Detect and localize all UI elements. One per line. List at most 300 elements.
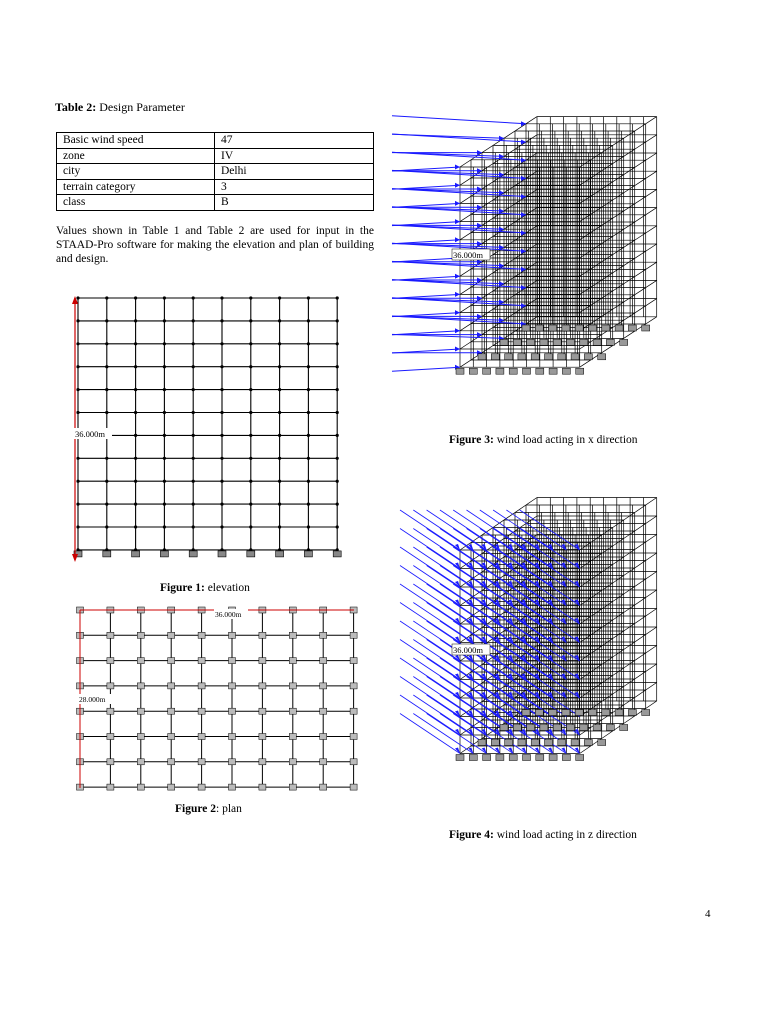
support-icon (522, 325, 530, 331)
elevation-node (278, 342, 281, 345)
plan-column-icon (259, 734, 266, 740)
support-icon (496, 755, 504, 761)
support-icon (562, 325, 570, 331)
wind-load-arrow (427, 566, 487, 606)
elevation-node (278, 525, 281, 528)
elevation-node (76, 296, 79, 299)
wind-load-arrow (427, 547, 487, 587)
support-icon (575, 710, 583, 716)
support-icon (545, 354, 553, 360)
support-icon (549, 368, 557, 374)
wind-load-arrow (400, 566, 460, 606)
elevation-node (278, 457, 281, 460)
support-icon (469, 368, 477, 374)
elevation-node (278, 434, 281, 437)
elevation-node (220, 503, 223, 506)
plan-column-icon (289, 734, 296, 740)
wind-load-arrow (413, 658, 473, 698)
elevation-node (249, 457, 252, 460)
wind-load-arrow (400, 677, 460, 717)
support-icon (535, 325, 543, 331)
support-icon (505, 740, 513, 746)
plan-column-icon (259, 658, 266, 664)
wind-load-arrow (392, 367, 460, 371)
elevation-node (278, 411, 281, 414)
wind-load-arrow (427, 584, 487, 624)
table-cell-value: B (215, 195, 374, 211)
elevation-figure (60, 290, 350, 572)
support-icon (575, 325, 583, 331)
plan-column-icon (350, 708, 357, 714)
figure-3-caption (449, 434, 638, 446)
wind-load-arrow (400, 510, 460, 550)
support-icon (571, 740, 579, 746)
table-cell-key: terrain category (57, 179, 215, 195)
support-icon (620, 725, 628, 731)
support-icon (513, 725, 521, 731)
plan-column-icon (198, 683, 205, 689)
elevation-node (134, 480, 137, 483)
plan-column-icon (289, 708, 296, 714)
plan-column-icon (229, 759, 236, 765)
support-icon (527, 725, 535, 731)
plan-column-icon (229, 734, 236, 740)
support-icon (518, 354, 526, 360)
wind-load-arrow (427, 510, 487, 550)
elevation-node (336, 342, 339, 345)
table-row (57, 133, 374, 149)
elevation-node (336, 503, 339, 506)
plan-column-icon (320, 658, 327, 664)
plan-column-icon (137, 734, 144, 740)
wind-load-arrow (400, 603, 460, 643)
plan-column-icon (107, 759, 114, 765)
elevation-node (76, 388, 79, 391)
dimension-label-width: 36.000m (215, 610, 242, 619)
support-icon (545, 740, 553, 746)
plan-column-icon (198, 708, 205, 714)
elevation-node (220, 365, 223, 368)
elevation-node (192, 525, 195, 528)
elevation-node (105, 503, 108, 506)
design-parameter-table (56, 132, 374, 211)
wind-load-arrowhead (455, 165, 460, 170)
figure-caption-text: wind load acting in z direction (496, 829, 637, 841)
plan-column-icon (320, 708, 327, 714)
elevation-node (192, 411, 195, 414)
elevation-node (336, 365, 339, 368)
support-icon (602, 710, 610, 716)
wind-load-arrow (440, 677, 500, 717)
elevation-node (163, 388, 166, 391)
elevation-node (105, 525, 108, 528)
support-icon (562, 710, 570, 716)
figure-caption-text: elevation (207, 582, 250, 594)
elevation-node (134, 525, 137, 528)
table-cell-key: zone (57, 148, 215, 164)
elevation-node (336, 319, 339, 322)
table-cell-key: city (57, 164, 215, 180)
elevation-node (105, 296, 108, 299)
support-icon (576, 368, 584, 374)
plan-column-icon (350, 683, 357, 689)
wind-load-arrow (427, 529, 487, 569)
support-icon (562, 755, 570, 761)
elevation-node (249, 365, 252, 368)
elevation-node (163, 434, 166, 437)
plan-column-icon (259, 632, 266, 638)
plan-column-icon (107, 708, 114, 714)
wind-load-arrow (440, 510, 500, 550)
elevation-node (134, 296, 137, 299)
elevation-node (336, 480, 339, 483)
wind-load-arrow (427, 714, 487, 754)
wind-load-arrow (413, 695, 473, 735)
elevation-node (163, 457, 166, 460)
plan-column-icon (289, 632, 296, 638)
plan-column-icon (229, 708, 236, 714)
support-icon (523, 368, 531, 374)
elevation-node (307, 388, 310, 391)
plan-column-icon (168, 658, 175, 664)
table-cell-value: Delhi (215, 164, 374, 180)
figure-label: Figure 2 (175, 803, 216, 815)
plan-column-icon (137, 658, 144, 664)
wind-load-arrow (440, 658, 500, 698)
elevation-node (76, 503, 79, 506)
elevation-node (220, 457, 223, 460)
plan-column-icon (198, 632, 205, 638)
support-icon (553, 339, 561, 345)
support-icon (456, 755, 464, 761)
table-row (57, 164, 374, 180)
elevation-node (249, 525, 252, 528)
table-caption (55, 100, 185, 115)
support-icon (553, 725, 561, 731)
plan-column-icon (107, 784, 114, 790)
elevation-node (307, 434, 310, 437)
elevation-node (278, 480, 281, 483)
wind-load-arrow (400, 621, 460, 661)
dimension-arrow-bottom (72, 554, 78, 562)
elevation-node (163, 503, 166, 506)
wind-load-arrow (413, 714, 473, 754)
support-icon (628, 710, 636, 716)
support-icon (478, 354, 486, 360)
elevation-node (134, 434, 137, 437)
table-row (57, 179, 374, 195)
support-icon (160, 551, 168, 557)
wind-load-arrow (400, 658, 460, 698)
plan-column-icon (289, 683, 296, 689)
wind-load-arrowhead (455, 237, 460, 242)
support-icon (540, 339, 548, 345)
table-cell-key: Basic wind speed (57, 133, 215, 149)
plan-column-icon (168, 734, 175, 740)
elevation-node (249, 411, 252, 414)
support-icon (606, 725, 614, 731)
plan-column-icon (107, 658, 114, 664)
elevation-node (249, 503, 252, 506)
support-icon (598, 740, 606, 746)
elevation-node (105, 388, 108, 391)
plan-column-icon (320, 759, 327, 765)
wind-load-arrowhead (455, 183, 460, 188)
wind-load-arrow (413, 510, 473, 550)
elevation-node (192, 457, 195, 460)
support-icon (189, 551, 197, 557)
support-icon (478, 740, 486, 746)
wind-load-arrow (440, 714, 500, 754)
wind-load-arrowhead (455, 274, 460, 279)
support-icon (132, 551, 140, 557)
support-icon (536, 755, 544, 761)
plan-column-icon (137, 632, 144, 638)
figure-caption-text: wind load acting in x direction (496, 434, 638, 446)
elevation-node (134, 319, 137, 322)
elevation-node (163, 411, 166, 414)
support-icon (522, 710, 530, 716)
support-icon (567, 339, 575, 345)
plan-column-icon (350, 632, 357, 638)
elevation-node (220, 411, 223, 414)
wind-load-x-figure (390, 112, 670, 412)
table-title: Design Parameter (99, 100, 185, 114)
dimension-label: 36.000m (453, 645, 483, 655)
support-icon (558, 354, 566, 360)
elevation-node (192, 319, 195, 322)
support-icon (218, 551, 226, 557)
support-icon (606, 339, 614, 345)
support-icon (509, 755, 517, 761)
elevation-node (134, 365, 137, 368)
elevation-node (336, 457, 339, 460)
elevation-node (76, 319, 79, 322)
elevation-node (336, 434, 339, 437)
elevation-node (249, 296, 252, 299)
figure-2-caption (175, 803, 242, 815)
body-paragraph: Values shown in Table 1 and Table 2 are used for input in the STAAD-Pro software for making the elevation and plan of building and design. (56, 225, 374, 265)
wind-load-arrow (440, 584, 500, 624)
wind-load-arrowhead (455, 292, 460, 297)
plan-column-icon (350, 734, 357, 740)
wind-load-arrowhead (455, 347, 460, 352)
plan-column-icon (259, 683, 266, 689)
elevation-node (278, 319, 281, 322)
elevation-node (307, 365, 310, 368)
dimension-label: 36.000m (75, 429, 105, 439)
support-icon (571, 354, 579, 360)
wind-load-arrow (400, 547, 460, 587)
elevation-node (307, 480, 310, 483)
plan-column-icon (198, 784, 205, 790)
elevation-node (220, 525, 223, 528)
support-icon (247, 551, 255, 557)
figure-label: Figure 1: (160, 582, 205, 594)
plan-column-icon (320, 784, 327, 790)
elevation-node (220, 342, 223, 345)
support-icon (500, 725, 508, 731)
support-icon (628, 325, 636, 331)
support-icon (615, 325, 623, 331)
elevation-node (249, 342, 252, 345)
elevation-node (163, 365, 166, 368)
support-icon (562, 368, 570, 374)
elevation-node (134, 388, 137, 391)
elevation-node (134, 342, 137, 345)
elevation-node (192, 480, 195, 483)
support-icon (567, 725, 575, 731)
elevation-node (105, 411, 108, 414)
elevation-node (76, 365, 79, 368)
elevation-node (192, 388, 195, 391)
table-cell-value: 47 (215, 133, 374, 149)
support-icon (518, 740, 526, 746)
plan-column-icon (107, 632, 114, 638)
support-icon (483, 755, 491, 761)
elevation-node (105, 480, 108, 483)
elevation-node (278, 503, 281, 506)
plan-column-icon (350, 759, 357, 765)
table-cell-value: IV (215, 148, 374, 164)
plan-column-icon (229, 632, 236, 638)
support-icon (276, 551, 284, 557)
plan-column-icon (198, 734, 205, 740)
figure-label: Figure 3: (449, 434, 494, 446)
table-row (57, 195, 374, 211)
support-icon (589, 710, 597, 716)
support-icon (620, 339, 628, 345)
plan-column-icon (107, 683, 114, 689)
support-icon (598, 354, 606, 360)
elevation-node (192, 503, 195, 506)
plan-column-icon (289, 759, 296, 765)
elevation-node (278, 388, 281, 391)
support-icon (580, 339, 588, 345)
elevation-node (336, 388, 339, 391)
elevation-node (163, 296, 166, 299)
support-icon (505, 354, 513, 360)
plan-column-icon (320, 632, 327, 638)
wind-load-arrow (440, 603, 500, 643)
plan-column-icon (229, 784, 236, 790)
wind-load-arrowhead (455, 201, 460, 206)
wind-load-arrow (440, 566, 500, 606)
support-icon (456, 368, 464, 374)
plan-column-icon (259, 784, 266, 790)
wind-load-arrow (413, 584, 473, 624)
elevation-node (336, 525, 339, 528)
support-icon (558, 740, 566, 746)
support-icon (483, 368, 491, 374)
plan-column-icon (350, 784, 357, 790)
plan-column-icon (168, 784, 175, 790)
support-icon (500, 339, 508, 345)
support-icon (333, 551, 341, 557)
support-icon (496, 368, 504, 374)
elevation-node (105, 457, 108, 460)
support-icon (513, 339, 521, 345)
elevation-node (76, 411, 79, 414)
support-icon (535, 710, 543, 716)
elevation-node (163, 342, 166, 345)
table-number: Table 2: (55, 100, 97, 114)
elevation-node (249, 388, 252, 391)
support-icon (527, 339, 535, 345)
support-icon (642, 325, 650, 331)
support-icon (491, 354, 499, 360)
support-icon (584, 740, 592, 746)
elevation-node (249, 434, 252, 437)
plan-column-icon (289, 784, 296, 790)
plan-column-icon (229, 683, 236, 689)
support-icon (536, 368, 544, 374)
support-icon (642, 710, 650, 716)
plan-column-icon (320, 683, 327, 689)
support-icon (103, 551, 111, 557)
plan-column-icon (137, 759, 144, 765)
figure-4-caption (449, 829, 637, 841)
table-row (57, 148, 374, 164)
elevation-node (307, 503, 310, 506)
plan-figure (68, 604, 360, 794)
elevation-node (134, 411, 137, 414)
figure-caption-text: : plan (216, 803, 242, 815)
elevation-node (307, 525, 310, 528)
support-icon (304, 551, 312, 557)
support-icon (531, 354, 539, 360)
figure-label: Figure 4: (449, 829, 494, 841)
wind-load-arrow (427, 603, 487, 643)
elevation-node (307, 411, 310, 414)
elevation-node (134, 457, 137, 460)
wind-load-arrow (413, 547, 473, 587)
plan-column-icon (259, 759, 266, 765)
support-icon (589, 325, 597, 331)
wind-load-arrow (440, 547, 500, 587)
plan-column-icon (229, 658, 236, 664)
dimension-label: 36.000m (453, 250, 483, 260)
elevation-node (192, 342, 195, 345)
support-icon (549, 710, 557, 716)
elevation-node (307, 457, 310, 460)
wind-load-arrow (413, 566, 473, 606)
plan-column-icon (137, 683, 144, 689)
elevation-node (105, 365, 108, 368)
wind-load-arrow (400, 714, 460, 754)
wind-load-arrow (427, 677, 487, 717)
plan-column-icon (320, 734, 327, 740)
wind-load-arrow (427, 658, 487, 698)
page-number: 4 (705, 908, 711, 920)
wind-load-arrowhead (455, 328, 460, 333)
support-icon (593, 339, 601, 345)
table-cell-value: 3 (215, 179, 374, 195)
wind-load-arrow (440, 529, 500, 569)
wind-load-arrow (413, 529, 473, 569)
elevation-node (105, 342, 108, 345)
elevation-node (76, 342, 79, 345)
elevation-node (278, 296, 281, 299)
figure-1-caption (160, 582, 250, 594)
support-icon (593, 725, 601, 731)
elevation-node (134, 503, 137, 506)
support-icon (531, 740, 539, 746)
wind-load-arrowhead (455, 219, 460, 224)
wind-load-arrow (400, 529, 460, 569)
plan-column-icon (168, 632, 175, 638)
wind-load-arrow (427, 695, 487, 735)
